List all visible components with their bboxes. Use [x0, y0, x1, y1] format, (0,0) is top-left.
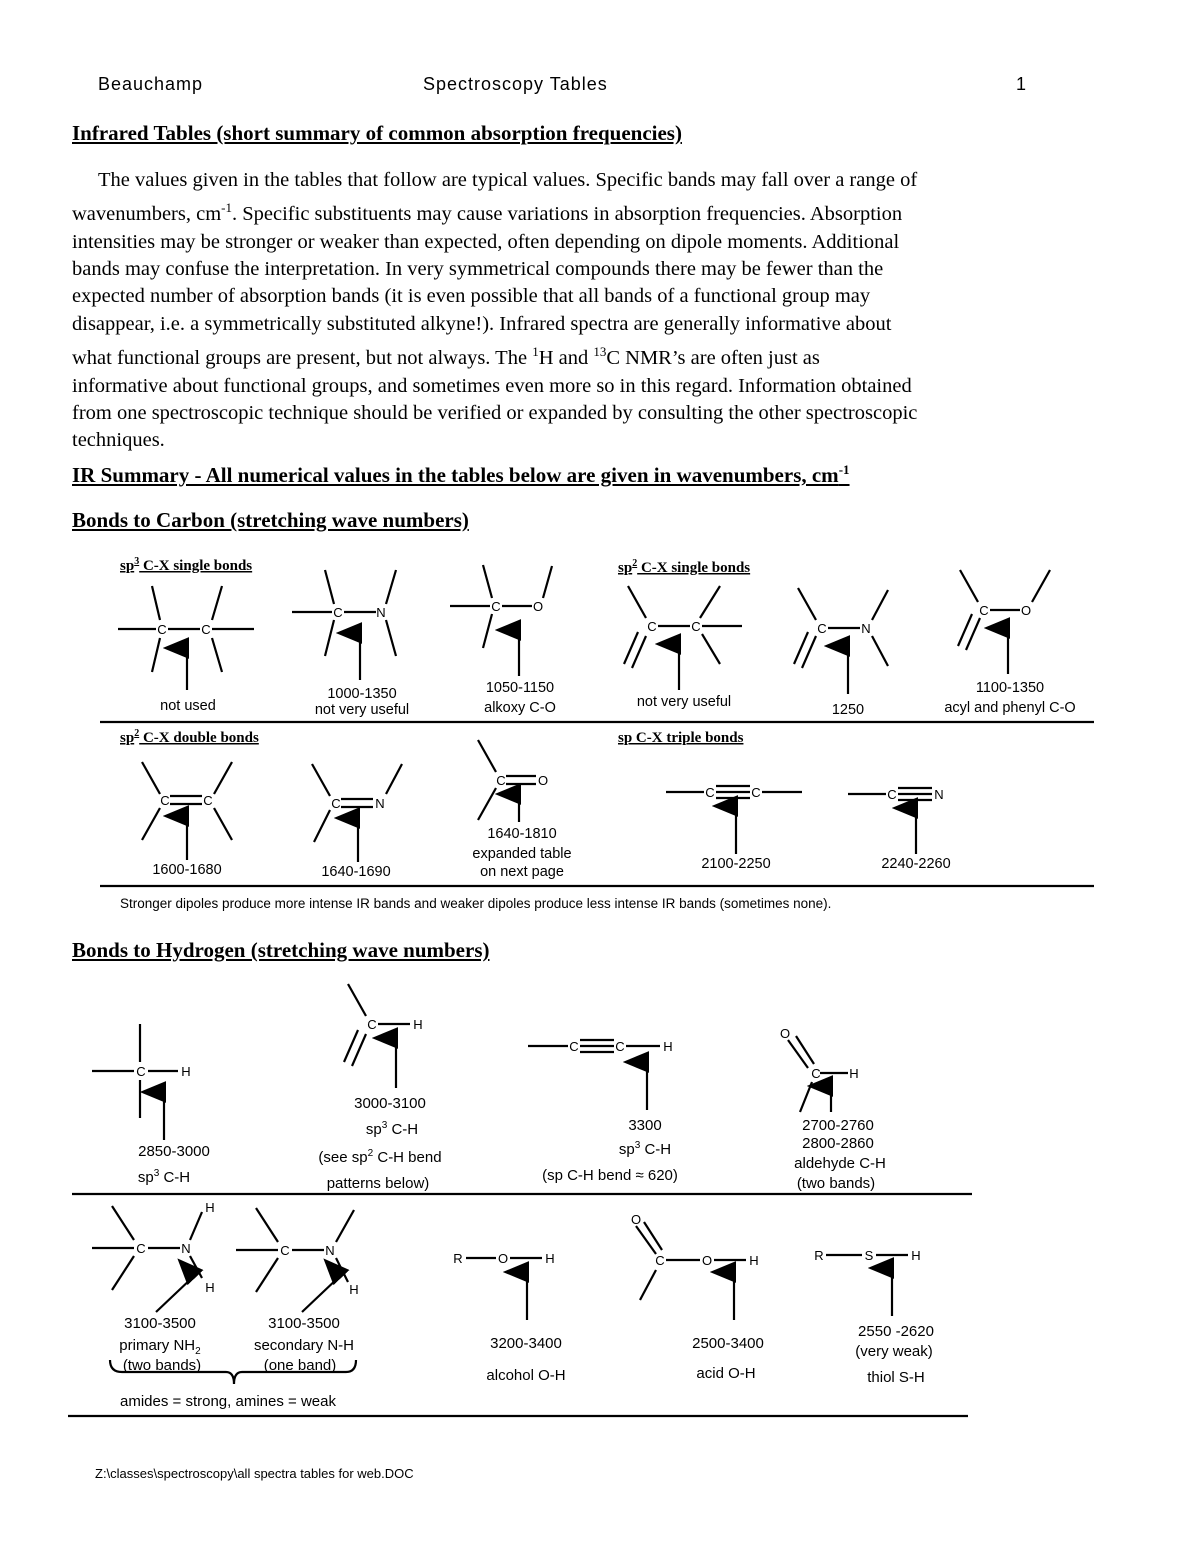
value-label: 3200-3400 [490, 1335, 562, 1352]
atom-label: S [864, 1248, 874, 1263]
section-title: Infrared Tables (short summary of common absorption frequencies) [72, 121, 682, 145]
value-label: (one band) [263, 1357, 337, 1374]
atom-label: N [181, 1241, 191, 1256]
atom-label: C [496, 773, 506, 788]
atom-label: C [367, 1017, 377, 1032]
atom-label: H [205, 1200, 215, 1215]
value-label: 3100-3500 [268, 1315, 340, 1332]
value-label: not very useful [314, 702, 410, 718]
intro-line: informative about functional groups, and sometimes even more so in this regard. Information obtained [72, 374, 912, 397]
atom-label: H [911, 1248, 921, 1263]
atom-label: C [136, 1064, 146, 1079]
intro-line: what functional groups are present, but not always. The $^1$H and $^{13}$C NMR’s are often just as [72, 344, 820, 370]
atom-label: H [663, 1039, 673, 1054]
value-label: 1640-1690 [321, 864, 391, 880]
atom-label: H [849, 1066, 859, 1081]
value-label: 3300 [628, 1117, 662, 1134]
dipole-note: Stronger dipoles produce more intense IR bands and weaker dipoles produce less intense IR bands (sometimes none). [120, 896, 832, 911]
header-author: Beauchamp [98, 74, 204, 94]
atom-label: C [569, 1039, 579, 1054]
value-label: 2550 -2620 [858, 1323, 934, 1340]
atom-label: C [811, 1066, 821, 1081]
value-label: 2700-2760 [802, 1117, 874, 1134]
atom-label: C [817, 621, 827, 636]
value-label: 3100-3500 [124, 1315, 196, 1332]
atom-label: C [280, 1243, 290, 1258]
value-label: on next page [480, 864, 564, 880]
atom-label: C [203, 793, 213, 808]
atom-label: R [814, 1248, 824, 1263]
footer-path: Z:\classes\spectroscopy\all spectra tables for web.DOC [95, 1466, 414, 1481]
atom-label: O [1020, 603, 1032, 618]
atom-label: C [691, 619, 701, 634]
sp3-single-heading: $sp^3$ C-X single bonds [120, 556, 253, 574]
value-label: acyl and phenyl C-O [944, 700, 1076, 716]
atom-label: H [349, 1282, 359, 1297]
value-label: 1250 [831, 702, 865, 718]
atom-label: N [375, 796, 385, 811]
atom-label: C [491, 599, 501, 614]
atom-label: O [779, 1026, 791, 1041]
atom-label: H [205, 1280, 215, 1295]
atom-label: C [333, 605, 343, 620]
atom-label: N [934, 787, 944, 802]
ir-summary-heading: IR Summary - All numerical values in the tables below are given in wavenumbers, $cm^{-1}$ [72, 462, 850, 487]
atom-label: C [655, 1253, 665, 1268]
atom-label: H [181, 1064, 191, 1079]
atom-label: H [545, 1251, 555, 1266]
value-label: (very weak) [855, 1343, 933, 1360]
value-label: aldehyde C-H [794, 1155, 886, 1172]
value-label: amides = strong, amines = weak [120, 1393, 336, 1410]
value-label: 1640-1810 [487, 826, 557, 842]
value-label: alcohol O-H [486, 1367, 566, 1384]
value-label: primary $NH_2$ [119, 1337, 201, 1357]
carbon-heading: Bonds to Carbon (stretching wave numbers) [72, 508, 469, 532]
value-label: (see $sp^2$ C-H bend [318, 1148, 442, 1166]
sp2-double-heading: $sp^2$ C-X double bonds [120, 728, 259, 746]
page-number: 1 [1016, 74, 1028, 94]
hydrogen-heading: Bonds to Hydrogen (stretching wave numbers) [72, 938, 490, 962]
value-label: $sp^3$ C-H [137, 1168, 191, 1186]
value-label: 2100-2250 [701, 856, 771, 872]
sp2-single-heading: $sp^2$ C-X single bonds [618, 558, 751, 576]
atom-label: C [157, 622, 167, 637]
atom-label: C [887, 787, 897, 802]
intro-line: bands may confuse the interpretation. In very symmetrical compounds there may be fewer than the [72, 258, 884, 281]
value-label: $sp^3$ C-H [618, 1140, 672, 1158]
value-label: expanded table [472, 846, 572, 862]
value-label: 1050-1150 [485, 680, 555, 696]
value-label: (sp C-H bend ≈ 620) [542, 1167, 678, 1184]
value-label: $sp^3$ C-H [365, 1120, 419, 1138]
atom-label: N [376, 605, 386, 620]
atom-label: O [630, 1212, 642, 1227]
value-label: (two bands) [122, 1357, 202, 1374]
value-label: 1000-1350 [327, 686, 397, 702]
intro-line: techniques. [72, 429, 165, 452]
atom-label: C [979, 603, 989, 618]
atom-label: C [136, 1241, 146, 1256]
intro-line: from one spectroscopic technique should be verified or expanded by consulting the other spectroscopic [72, 401, 918, 424]
atom-label: C [160, 793, 170, 808]
value-label: 2240-2260 [881, 856, 951, 872]
atom-label: N [325, 1243, 335, 1258]
intro-line: expected number of absorption bands (it is even possible that all bands of a functional group may [72, 285, 871, 308]
value-label: 3000-3100 [354, 1095, 426, 1112]
atom-label: O [701, 1253, 713, 1268]
value-label: 1100-1350 [975, 680, 1045, 696]
intro-line: intensities may be stronger or weaker than expected, often depending on dipole moments. Additional [72, 230, 900, 253]
value-label: not used [160, 698, 216, 714]
intro-line: disappear, i.e. a symmetrically substituted alkyne!). Infrared spectra are generally informative about [72, 312, 892, 335]
atom-label: C [331, 796, 341, 811]
intro-line: The values given in the tables that follow are typical values. Specific bands may fall over a range of [98, 169, 918, 191]
atom-label: O [537, 773, 549, 788]
atom-label: H [413, 1017, 423, 1032]
value-label: not very useful [636, 694, 732, 710]
intro-line: wavenumbers, $cm^{-1}$. Specific substituents may cause variations in absorption frequencies. Absorption [72, 200, 903, 226]
value-label: secondary N-H [253, 1337, 355, 1354]
atom-label: O [532, 599, 544, 614]
header-title: Spectroscopy Tables [423, 74, 608, 94]
atom-label: O [497, 1251, 509, 1266]
value-label: 1600-1680 [152, 862, 222, 878]
value-label: 2800-2860 [802, 1135, 874, 1152]
atom-label: C [647, 619, 657, 634]
atom-label: C [705, 785, 715, 800]
atom-label: C [615, 1039, 625, 1054]
value-label: acid O-H [696, 1365, 756, 1382]
value-label: patterns below) [326, 1175, 430, 1192]
atom-label: C [201, 622, 211, 637]
atom-label: H [749, 1253, 759, 1268]
atom-label: C [751, 785, 761, 800]
value-label: 2850-3000 [138, 1143, 210, 1160]
value-label: thiol S-H [867, 1369, 925, 1386]
sp-triple-heading: sp C-X triple bonds [618, 730, 744, 746]
value-label: alkoxy C-O [484, 700, 556, 716]
atom-label: N [861, 621, 871, 636]
value-label: (two bands) [796, 1175, 876, 1192]
value-label: 2500-3400 [692, 1335, 764, 1352]
atom-label: R [453, 1251, 463, 1266]
